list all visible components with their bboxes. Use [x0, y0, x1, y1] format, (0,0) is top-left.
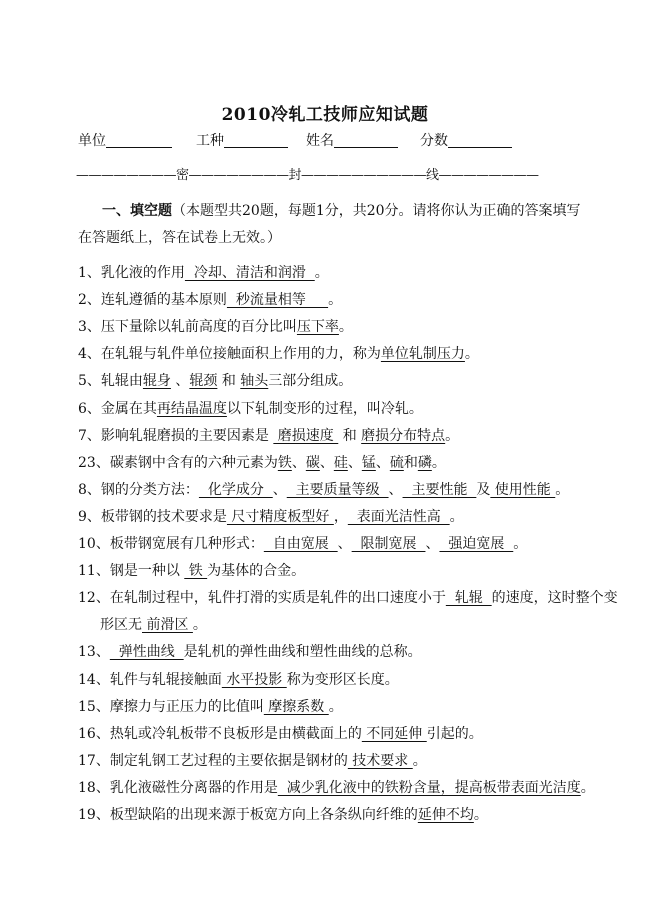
- question-text: 1、乳化液的作用: [78, 265, 185, 281]
- answer-blank: 磨损速度: [273, 427, 339, 444]
- question-text: 、: [272, 481, 287, 498]
- answer-blank: 摩擦系数: [263, 698, 329, 715]
- answer-blank: 前滑区: [142, 617, 193, 634]
- question-line: [78, 289, 583, 311]
- question-text: 14、轧件与轧辊接触面: [78, 671, 222, 688]
- question-text: 、: [375, 454, 390, 471]
- question-text: 15、摩擦力与正压力的比值叫: [78, 698, 264, 715]
- question-line: [78, 723, 583, 745]
- question-text: 4、在轧辊与轧件单位接触面积上作用的力，称为: [78, 346, 381, 363]
- question-line: [78, 506, 583, 528]
- answer-blank: 技术要求: [347, 752, 413, 769]
- section-fill-in: [78, 198, 583, 252]
- answer-blank: 使用性能: [490, 481, 556, 498]
- question-text: 。: [464, 346, 479, 363]
- question-text: 。: [445, 427, 460, 444]
- question-text: 称为变形区长度。: [286, 671, 399, 688]
- question-text: 。: [328, 292, 343, 309]
- question-text: 和: [217, 373, 241, 390]
- answer-blank: 硫: [389, 454, 404, 471]
- score-blank: [448, 131, 512, 148]
- question-line: [78, 370, 583, 392]
- answer-blank: 自由宽展: [263, 536, 338, 552]
- seal-line: ————————密————————封——————————线————————: [76, 168, 539, 183]
- question-line: [78, 452, 583, 474]
- answer-blank: 主要性能: [402, 481, 477, 498]
- answer-blank: 轴头: [240, 373, 269, 390]
- name-field: [306, 130, 398, 150]
- question-text: 17、制定轧钢工艺过程的主要依据是钢材的: [78, 752, 348, 769]
- question-text: 18、乳化液磁性分离器的作用是: [78, 779, 278, 796]
- job-blank: [224, 131, 288, 148]
- question-text: 3、压下量除以轧前高度的百分比叫: [78, 319, 297, 336]
- answer-blank: 轧辊: [445, 590, 492, 607]
- question-line: [78, 398, 583, 420]
- question-line: [78, 560, 583, 582]
- score-field: [420, 130, 512, 150]
- question-text: 形区无: [100, 617, 142, 634]
- unit-label: 单位: [78, 133, 106, 149]
- question-line: [78, 641, 583, 663]
- section-instruction: （本题型共20题，每题1分，共20分。请将你认为正确的答案填写在答题纸上，答在试卷上无效。）: [78, 203, 581, 246]
- answer-blank: 铁: [277, 454, 292, 471]
- question-text: 。: [338, 319, 353, 336]
- answer-blank: 再结晶温度: [156, 400, 227, 417]
- question-line: [78, 777, 595, 799]
- answer-blank: 化学成分: [198, 481, 273, 498]
- question-text: 。: [192, 617, 207, 634]
- question-text: 以下轧制变形的过程，叫冷轧。: [226, 400, 423, 417]
- answer-blank: 磷: [417, 454, 432, 471]
- question-line-continued: [78, 614, 605, 636]
- answer-blank: 锰: [361, 454, 376, 471]
- question-text: 。: [513, 536, 528, 552]
- question-text: 。: [412, 752, 427, 769]
- answer-blank: 水平投影: [221, 671, 287, 688]
- question-line: [78, 750, 583, 772]
- question-line: [78, 669, 583, 691]
- question-text: 是轧机的弹性曲线和塑性曲线的总称。: [183, 644, 422, 661]
- answer-blank: 冷却、清洁和润滑: [184, 265, 315, 281]
- header-fields: [78, 130, 598, 152]
- answer-blank: 延伸不均: [417, 807, 474, 823]
- question-text: 9、板带钢的技术要求是: [78, 508, 227, 525]
- question-text: 12、在轧制过程中，轧件打滑的实质是轧件的出口速度小于: [78, 590, 446, 607]
- question-line: [78, 343, 583, 365]
- answer-blank: 秒流量相等: [226, 292, 329, 309]
- question-text: 的速度，这时整个变: [491, 590, 618, 607]
- question-line: [78, 425, 583, 447]
- question-text: 、: [319, 454, 334, 471]
- question-text: 19、板型缺陷的出现来源于板宽方向上各条纵向纤维的: [78, 807, 418, 823]
- answer-blank: 辊颈: [189, 373, 218, 390]
- question-line: [78, 262, 583, 284]
- question-text: 、: [170, 373, 190, 390]
- question-line: [78, 587, 618, 609]
- question-text: 7、影响轧辊磨损的主要因素是: [78, 427, 274, 444]
- question-text: 、: [425, 536, 440, 552]
- answer-blank: 辊身: [142, 373, 171, 390]
- unit-blank: [106, 131, 172, 148]
- question-text: 23、碳素钢中含有的六种元素为: [78, 454, 278, 471]
- question-text: 13、: [78, 644, 110, 661]
- question-text: 、: [347, 454, 362, 471]
- section-title: 一、填空题: [102, 203, 172, 219]
- question-line: [78, 533, 583, 555]
- question-text: 。: [314, 265, 329, 281]
- question-text: 和: [338, 427, 362, 444]
- question-text: 16、热轧或冷轧板带不良板形是由横截面上的: [78, 725, 362, 742]
- question-text: 。: [449, 508, 464, 525]
- name-label: 姓名: [306, 133, 334, 149]
- question-text: 10、板带钢宽展有几种形式：: [78, 536, 264, 552]
- job-label: 工种: [196, 133, 224, 149]
- question-line: [78, 696, 583, 718]
- question-text: 引起的。: [426, 725, 483, 742]
- answer-blank: 磨损分布特点: [361, 427, 446, 444]
- question-text: 11、钢是一种以: [78, 563, 185, 580]
- question-line: [78, 316, 583, 338]
- answer-blank: 不同延伸: [361, 725, 427, 742]
- question-text: 。: [473, 807, 488, 823]
- answer-blank: 弹性曲线: [109, 644, 184, 661]
- question-text: 、: [388, 481, 403, 498]
- name-blank: [334, 131, 398, 148]
- question-text: 。: [328, 698, 343, 715]
- question-text: 。: [431, 454, 446, 471]
- answer-blank: 表面光洁性高: [347, 508, 450, 525]
- question-text: 和: [403, 454, 418, 471]
- question-text: 2、连轧遵循的基本原则: [78, 292, 227, 309]
- page-title: 2010冷轧工技师应知试题: [221, 105, 429, 125]
- question-text: 、: [337, 536, 352, 552]
- question-text: ，: [333, 508, 348, 525]
- answer-blank: 碳: [305, 454, 320, 471]
- answer-blank: 压下率: [296, 319, 339, 336]
- answer-blank: 铁: [184, 563, 208, 580]
- question-text: 、: [291, 454, 306, 471]
- question-line: [78, 479, 583, 501]
- question-text: 8、钢的分类方法：: [78, 481, 199, 498]
- question-text: 。: [555, 481, 570, 498]
- unit-field: [78, 130, 172, 150]
- job-field: [196, 130, 288, 150]
- answer-blank: 限制宽展: [351, 536, 426, 552]
- answer-blank: 单位轧制压力: [380, 346, 465, 363]
- answer-blank: 减少乳化液中的铁粉含量，提高板带表面光洁度: [277, 779, 581, 796]
- question-text: 及: [476, 481, 491, 498]
- question-line: [78, 804, 583, 826]
- question-text: 6、金属在其: [78, 400, 157, 417]
- answer-blank: 主要质量等级: [286, 481, 389, 498]
- question-text: 5、轧辊由: [78, 373, 143, 390]
- question-text: 三部分组成。: [268, 373, 353, 390]
- question-text: 。: [580, 779, 595, 796]
- answer-blank: 硅: [333, 454, 348, 471]
- answer-blank: 尺寸精度板型好: [226, 508, 334, 525]
- answer-blank: 强迫宽展: [439, 536, 514, 552]
- score-label: 分数: [420, 133, 448, 149]
- question-text: 为基体的合金。: [207, 563, 306, 580]
